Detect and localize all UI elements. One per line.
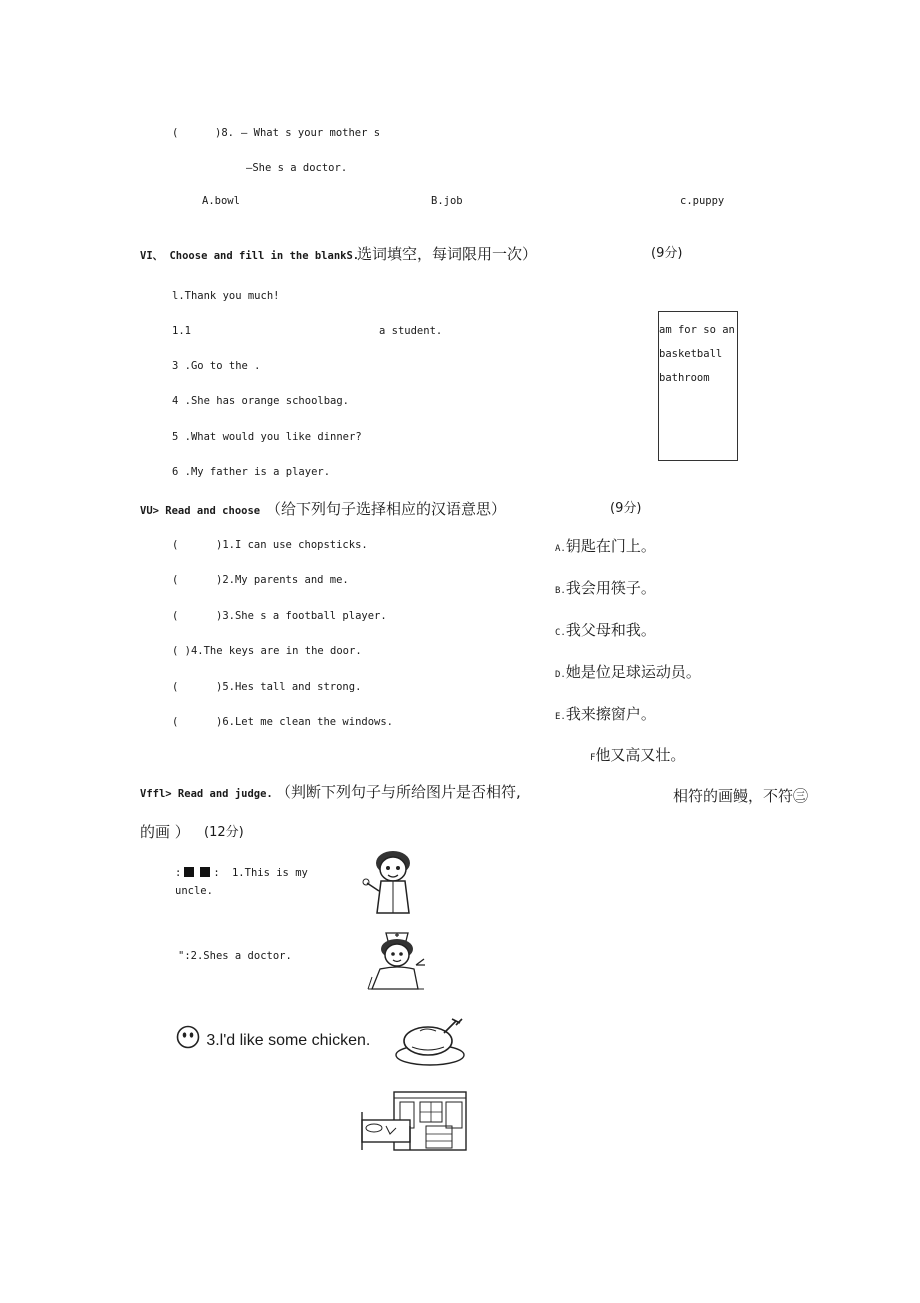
q8-question: — What s your mother s [241, 127, 381, 139]
q8-answer: —She s a doctor. [246, 162, 348, 174]
section8-heading-en: Vffl> Read and judge. [140, 788, 273, 800]
section7-item-6: )6.Let me clean the windows. [216, 716, 394, 728]
section6-score: (9分) [651, 246, 683, 261]
section6-item-3: 3 .Go to the . [172, 360, 261, 372]
q8-number: )8. [215, 127, 234, 139]
word-box [658, 311, 738, 461]
section8-item-1: : : 1.This is my [175, 867, 308, 879]
section8-heading-cn: （判断下列句子与所给图片是否相符, [276, 783, 521, 801]
section8-heading-cn-right: 相符的画鳗，不符㊂ [673, 787, 809, 805]
girl-picture [357, 843, 427, 915]
section7-item-6-paren: ( [172, 716, 179, 728]
section8-score: (12分) [204, 825, 244, 840]
section7-item-4: ( )4.The keys are in the door. [172, 645, 362, 657]
section7-item-3-paren: ( [172, 610, 179, 622]
section6-heading-en: VI、 Choose and fill in the blankS. [140, 250, 360, 262]
section6-item-5: 5 .What would you like dinner? [172, 431, 362, 443]
section7-heading-en: VU> Read and choose [140, 505, 261, 517]
answer-e: E.我来擦窗户。 [555, 705, 656, 723]
section8-item-2: ":2.Shes a doctor. [178, 950, 292, 962]
section7-score: (9分) [610, 501, 642, 516]
bedroom-picture [360, 1090, 468, 1154]
q8-paren: ( [172, 127, 179, 139]
word-box-line-1: am for so an [659, 324, 735, 336]
face-icon [176, 1025, 200, 1049]
word-box-line-2: basketball [659, 348, 723, 360]
section7-item-5: )5.Hes tall and strong. [216, 681, 362, 693]
nurse-picture [362, 925, 430, 993]
black-square-icon [200, 867, 210, 877]
answer-a: A.钥匙在门上。 [555, 537, 656, 555]
section6-item-2: 1.1 [172, 325, 191, 337]
answer-f: F他又高又壮。 [590, 746, 686, 764]
section7-heading-cn: （给下列句子选择相应的汉语意思） [266, 500, 507, 518]
section7-item-1: )1.I can use chopsticks. [216, 539, 368, 551]
q8-option-b: B.job [431, 195, 463, 207]
section6-heading-cn: 选词填空，每词限用一次） [357, 245, 538, 263]
section7-item-3: )3.She s a football player. [216, 610, 387, 622]
section6-item-2-tail: a student. [379, 325, 443, 337]
section8-heading-cn-line2: 的画 ） [140, 823, 190, 841]
answer-d: D.她是位足球运动员。 [555, 663, 701, 681]
section8-item-1-line2: uncle. [175, 885, 213, 897]
q8-option-c: c.puppy [680, 195, 725, 207]
answer-b: B.我会用筷子。 [555, 579, 656, 597]
section6-item-1: l.Thank you much! [172, 290, 280, 302]
answer-c: C.我父母和我。 [555, 621, 656, 639]
section6-item-4: 4 .She has orange schoolbag. [172, 395, 350, 407]
q8-option-a: A.bowl [202, 195, 240, 207]
black-square-icon [184, 867, 194, 877]
section7-item-2: )2.My parents and me. [216, 574, 349, 586]
section7-item-1-paren: ( [172, 539, 179, 551]
section6-item-6: 6 .My father is a player. [172, 466, 331, 478]
section7-item-5-paren: ( [172, 681, 179, 693]
roast-chicken-picture [392, 1011, 468, 1069]
section8-item-3: 3.l'd like some chicken. [176, 1025, 370, 1049]
section7-item-2-paren: ( [172, 574, 179, 586]
word-box-line-3: bathroom [659, 372, 710, 384]
